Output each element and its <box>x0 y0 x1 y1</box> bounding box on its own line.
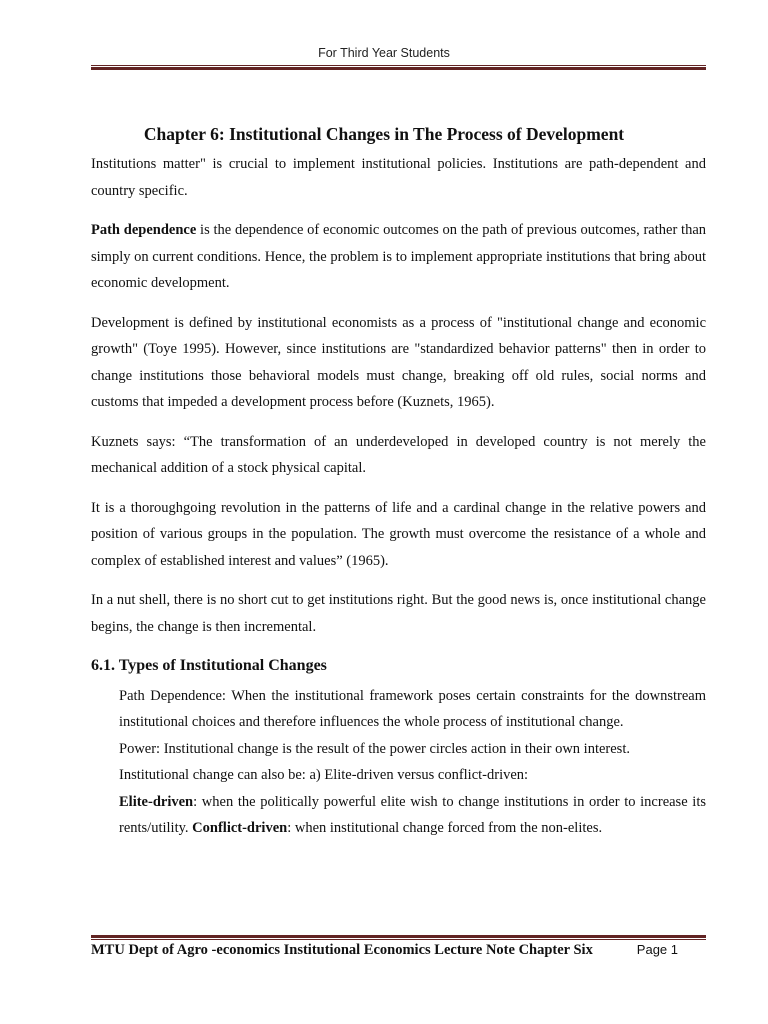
paragraph-3: Development is defined by institutional economists as a process of "institutional change and economic growth" (Toye 1995). However, since institutions are "standardized behavior patterns" then in order to change institutions those behavioral models must change, breaking off old rules, social norms and customs that impeded a development process before (Kuznets, 1965). <box>91 314 706 410</box>
term-conflict-driven: Conflict-driven <box>192 820 288 836</box>
section-list <box>91 683 706 842</box>
footer-rule-thick <box>91 935 706 938</box>
list-item-path-dependence: Path Dependence: When the institutional framework poses certain constraints for the downstream institutional choices and therefore influences the whole process of institutional change. <box>119 687 706 730</box>
header-rule-thin <box>91 65 706 66</box>
paragraph-1: Institutions matter" is crucial to implement institutional policies. Institutions are path-dependent and country specific. <box>91 156 706 199</box>
paragraph-5: It is a thoroughgoing revolution in the patterns of life and a cardinal change in the relative powers and position of various groups in the population. The growth must overcome the resistance of a whole and complex of established interest and values” (1965). <box>91 499 706 569</box>
paragraph-4: Kuznets says: “The transformation of an underdeveloped in developed country is not merely the mechanical addition of a stock physical capital. <box>91 433 706 476</box>
conflict-driven-text: : when institutional change forced from the non-elites. <box>287 820 603 836</box>
term-path-dependence: Path dependence <box>91 222 197 238</box>
paragraph-6: In a nut shell, there is no short cut to get institutions right. But the good news is, once institutional change begins, the change is then incremental. <box>91 592 706 635</box>
list-item-change-types: Institutional change can also be: a) Elite-driven versus conflict-driven: <box>119 767 529 783</box>
list-item-elite-conflict <box>119 789 706 842</box>
elite-driven-text: : when the politically powerful elite wish to change institutions in order to increase its rents/utility. <box>119 793 706 836</box>
term-elite-driven: Elite-driven <box>119 793 194 810</box>
footer-rule-thin <box>91 939 706 940</box>
paragraph-2 <box>91 217 706 297</box>
page-number: Page 1 <box>636 942 678 957</box>
page-header: For Third Year Students <box>318 46 450 60</box>
section-title: 6.1. Types of Institutional Changes <box>91 657 327 674</box>
list-item-power: Power: Institutional change is the result of the power circles action in their own interest. <box>119 740 630 757</box>
page-footer <box>91 942 706 959</box>
body-text <box>91 151 706 842</box>
footer-text: MTU Dept of Agro -economics Institutional Economics Lecture Note Chapter Six <box>91 942 593 958</box>
chapter-title: Chapter 6: Institutional Changes in The Process of Development <box>143 124 625 144</box>
paragraph-2-text: is the dependence of economic outcomes on the path of previous outcomes, rather than simply on current conditions. Hence, the problem is to implement appropriate institutions that bring about economic development. <box>91 222 707 291</box>
header-rule-thick <box>91 67 706 70</box>
